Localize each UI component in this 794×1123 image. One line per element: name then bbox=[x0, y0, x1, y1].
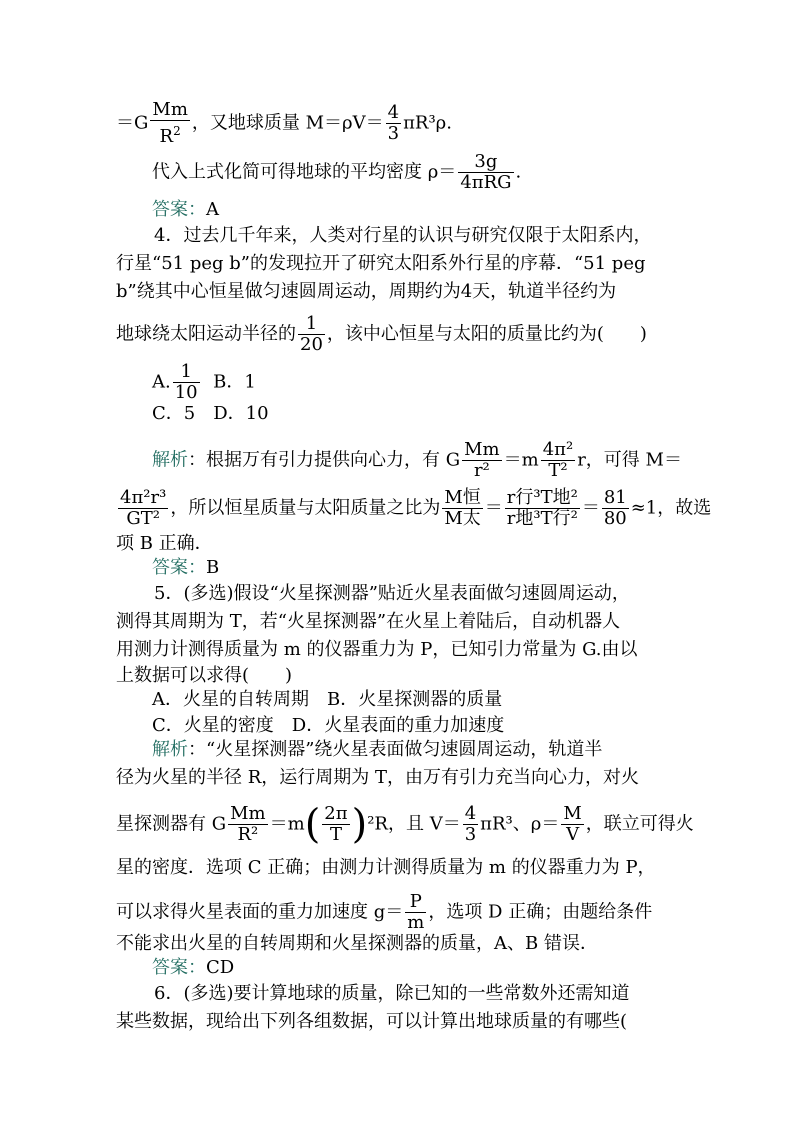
answer-5: 答案：CD bbox=[152, 957, 235, 978]
q5-analysis-line-5: 可以求得火星表面的重力加速度 g＝ $\frac{P}{m}$ ，选项 D 正确；由题给条件 bbox=[116, 891, 653, 933]
q5-options-ab: A．火星的自转周期 B．火星探测器的质量 bbox=[152, 689, 503, 710]
fraction: $\frac{81}{80}$ bbox=[603, 487, 627, 529]
q4-analysis-line-1: 解析：根据万有引力提供向心力，有 G $\frac{Mm}{\text{r²}}$ ＝m $\frac{\text{4π²}}{\text{T²}}$ r，可得 M＝ bbox=[152, 439, 682, 481]
fraction: $\frac{Mm}{\text{r²}}$ bbox=[464, 439, 500, 481]
fraction-mm-r2: $\frac{Mm}{R^2}$ bbox=[152, 99, 188, 147]
q5-options-cd: C．火星的密度 D．火星表面的重力加速度 bbox=[152, 715, 505, 736]
text: ，又地球质量 M＝ρV＝ bbox=[191, 112, 384, 134]
fraction-1-20: $\frac{1}{20}$ bbox=[300, 313, 323, 355]
answer-4: 答案：B bbox=[152, 557, 220, 578]
fraction: $\frac{P}{m}$ bbox=[407, 891, 425, 933]
q5-line-1: 5．(多选)假设“火星探测器”贴近火星表面做匀速圆周运动， bbox=[154, 583, 630, 604]
q5-analysis-line-2: 径为火星的半径 R，运行周期为 T，由万有引力充当向心力，对火 bbox=[116, 767, 639, 788]
q4-line-3: b”绕其中心恒星做匀速圆周运动，周期约为4天，轨道半径约为 bbox=[116, 281, 617, 302]
q4-options-cd: C．5 D．10 bbox=[152, 403, 269, 424]
q4-line-1: 4．过去几千年来，人类对行星的认识与研究仅限于太阳系内， bbox=[154, 225, 652, 246]
fraction: $\frac{M}{V}$ bbox=[563, 803, 582, 845]
q5-analysis-line-6: 不能求出火星的自转周期和火星探测器的质量，A、B 错误． bbox=[116, 933, 598, 954]
fraction: $\frac{2\pi}{T}$ bbox=[324, 803, 348, 845]
q4-line-2: 行星“51 peg b”的发现拉开了研究太阳系外行星的序幕．“51 peg bbox=[116, 253, 646, 274]
q5-analysis-line-1: 解析：“火星探测器”绕火星表面做匀速圆周运动，轨道半 bbox=[152, 739, 603, 760]
fraction: $\frac{Mm}{\text{R²}}$ bbox=[230, 803, 266, 845]
fraction: $\frac{\text{4π²}}{\text{T²}}$ bbox=[542, 439, 574, 481]
q5-analysis-line-4: 星的密度．选项 C 正确；由测力计测得质量为 m 的仪器重力为 P， bbox=[116, 857, 656, 878]
answer-3: 答案：A bbox=[152, 199, 219, 220]
q5-line-3: 用测力计测得质量为 m 的仪器重力为 P，已知引力常量为 G.由以 bbox=[116, 639, 638, 660]
q5-line-2: 测得其周期为 T，若“火星探测器”在火星上着陆后，自动机器人 bbox=[116, 611, 621, 632]
q5-line-4: 上数据可以求得( ) bbox=[116, 665, 293, 686]
q4-analysis-line-2: $\frac{\text{4π²r³}}{\text{GT²}}$ ，所以恒星质量与太阳质量之比为 $\frac{\text{M恒}}{\text{M太}}$ ＝ $\frac{\text{r行³T地²}}{\text{r地³T行²}}$ ＝ $\frac{81}{80}$ ≈1，故选 bbox=[120, 487, 712, 529]
fraction-1-10: $\frac{1}{10}$ bbox=[174, 361, 198, 403]
q6-line-1: 6．(多选)要计算地球的质量，除已知的一些常数外还需知道 bbox=[154, 983, 630, 1004]
formula-line-1 bbox=[116, 100, 452, 147]
fraction-4-3: $\frac{4}{3}$ bbox=[387, 102, 400, 144]
q4-analysis-line-3: 项 B 正确． bbox=[116, 533, 213, 554]
fraction: $\frac{\text{r行³T地²}}{\text{r地³T行²}}$ bbox=[506, 487, 578, 529]
text: ＝G bbox=[116, 112, 149, 134]
fraction: $\frac{\text{M恒}}{\text{M太}}$ bbox=[444, 487, 481, 529]
q4-options-ab: A. $\frac{1}{10}$ B．1 bbox=[152, 361, 256, 403]
fraction: $\frac{4}{3}$ bbox=[464, 803, 477, 845]
fraction-3g-4pirg: $\frac{3g}{\text{4πRG}}$ bbox=[460, 151, 512, 193]
formula-line-2: 代入上式化简可得地球的平均密度 ρ＝ $\frac{3g}{\text{4πRG}}$ . bbox=[152, 151, 522, 193]
q5-analysis-line-3: 星探测器有 G $\frac{Mm}{\text{R²}}$ ＝m( $\frac{2\pi}{T}$ )²R，且 V＝ $\frac{4}{3}$ πR³、ρ＝ $\frac{M}{V}$ ，联立可得火 bbox=[116, 801, 694, 848]
text: πR³ρ. bbox=[403, 112, 452, 134]
q6-line-2: 某些数据，现给出下列各组数据，可以计算出地球质量的有哪些( bbox=[116, 1011, 628, 1032]
q4-line-4: 地球绕太阳运动半径的 $\frac{1}{20}$ ，该中心恒星与太阳的质量比约为( ) bbox=[116, 313, 647, 355]
fraction: $\frac{\text{4π²r³}}{\text{GT²}}$ bbox=[120, 487, 167, 529]
